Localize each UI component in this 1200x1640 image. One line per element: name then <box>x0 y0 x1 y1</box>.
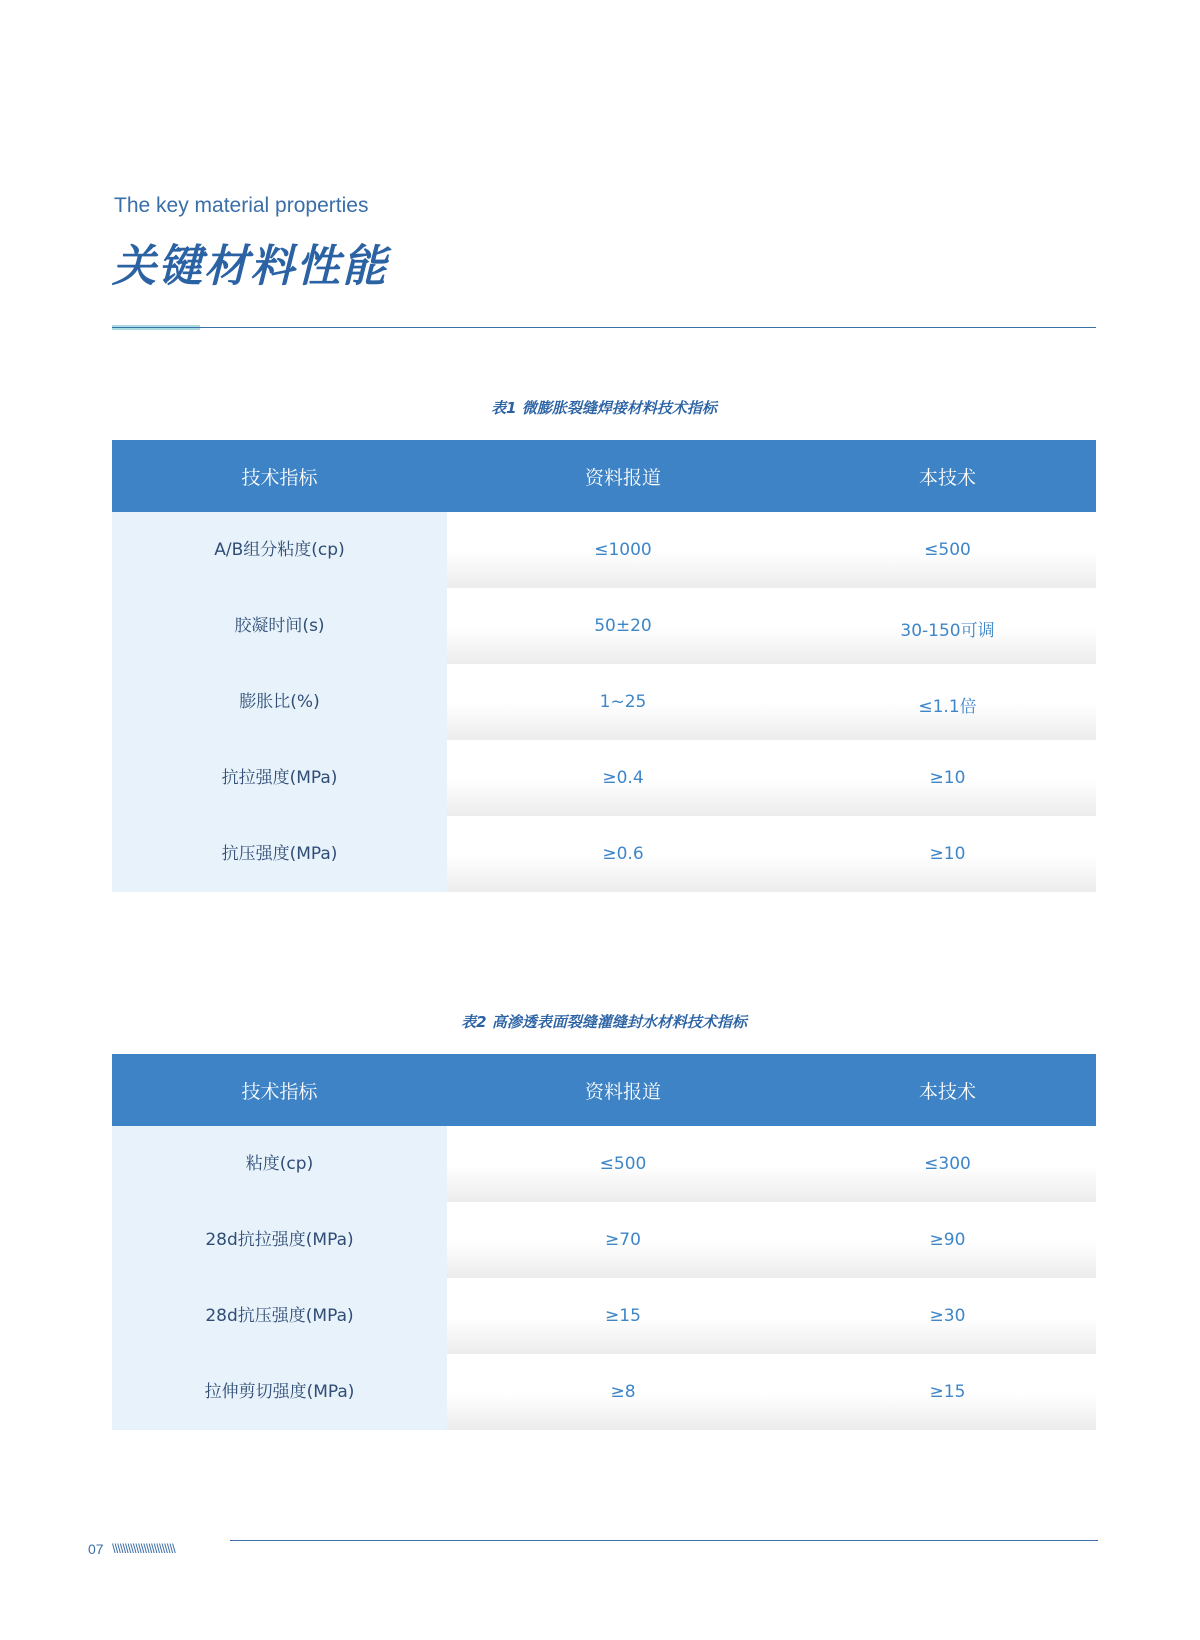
cell-reported: ≥70 <box>605 1230 641 1250</box>
row-values <box>447 740 1096 816</box>
cell-reported: ≥0.6 <box>602 844 644 864</box>
table-row <box>112 816 1096 892</box>
cell-reported: ≥8 <box>610 1382 636 1402</box>
cell-reported: ≥15 <box>605 1306 641 1326</box>
row-values <box>447 664 1096 740</box>
table2-caption: 表2 高渗透表面裂缝灌缝封水材料技术指标 <box>461 1013 747 1031</box>
row-values <box>447 816 1096 892</box>
footer-rule <box>230 1540 1098 1541</box>
row-label: 抗压强度(MPa) <box>112 816 447 892</box>
row-label: A/B组分粘度(cp) <box>112 512 447 588</box>
row-values <box>447 1354 1096 1430</box>
row-label: 膨胀比(%) <box>112 664 447 740</box>
row-label: 28d抗拉强度(MPa) <box>112 1202 447 1278</box>
table2-header-col1: 技术指标 <box>241 1080 318 1103</box>
cell-this-tech: 30-150可调 <box>900 621 995 641</box>
row-values <box>447 588 1096 664</box>
table-row <box>112 1126 1096 1202</box>
cell-reported: 1~25 <box>599 692 647 712</box>
cell-this-tech: ≤1.1倍 <box>918 697 977 717</box>
cell-this-tech: ≥30 <box>929 1306 966 1326</box>
footer-slash-decoration: \\\\\\\\\\\\\\\\\\\\\\\\ <box>112 1541 175 1556</box>
cell-reported: ≥0.4 <box>602 768 644 788</box>
cell-this-tech: ≥10 <box>929 844 966 864</box>
table2 <box>112 1054 1096 1430</box>
table1-caption: 表1 微膨胀裂缝焊接材料技术指标 <box>491 399 717 417</box>
cell-this-tech: ≤300 <box>924 1154 971 1174</box>
row-values <box>447 512 1096 588</box>
table1 <box>112 440 1096 892</box>
table2-header-col3: 本技术 <box>918 1080 976 1103</box>
cell-reported: ≤500 <box>599 1154 647 1174</box>
cell-this-tech: ≥10 <box>929 768 966 788</box>
table1-header-col3: 本技术 <box>918 466 976 489</box>
row-label: 抗拉强度(MPa) <box>112 740 447 816</box>
table1-header <box>112 440 1096 512</box>
table-row <box>112 740 1096 816</box>
table-row <box>112 1202 1096 1278</box>
row-values <box>447 1126 1096 1202</box>
table1-header-col1: 技术指标 <box>241 466 318 489</box>
table1-header-col2: 资料报道 <box>584 466 661 489</box>
table2-header-col2: 资料报道 <box>584 1080 661 1103</box>
table-row <box>112 664 1096 740</box>
row-label: 粘度(cp) <box>112 1126 447 1202</box>
table-row <box>112 1354 1096 1430</box>
page-number: 07 <box>88 1541 104 1557</box>
table2-header <box>112 1054 1096 1126</box>
row-values <box>447 1202 1096 1278</box>
page-title: 关键材料性能 <box>112 241 388 292</box>
cell-this-tech: ≥90 <box>929 1230 966 1250</box>
table-row <box>112 512 1096 588</box>
page-subtitle-en: The key material properties <box>114 194 369 217</box>
row-values <box>447 1278 1096 1354</box>
row-label: 胶凝时间(s) <box>112 588 447 664</box>
cell-this-tech: ≥15 <box>929 1382 966 1402</box>
table-row <box>112 1278 1096 1354</box>
table-row <box>112 588 1096 664</box>
row-label: 28d抗压强度(MPa) <box>112 1278 447 1354</box>
cell-reported: ≤1000 <box>594 540 652 560</box>
title-rule <box>112 327 1096 328</box>
cell-this-tech: ≤500 <box>924 540 971 560</box>
row-label: 拉伸剪切强度(MPa) <box>112 1354 447 1430</box>
cell-reported: 50±20 <box>594 616 652 636</box>
